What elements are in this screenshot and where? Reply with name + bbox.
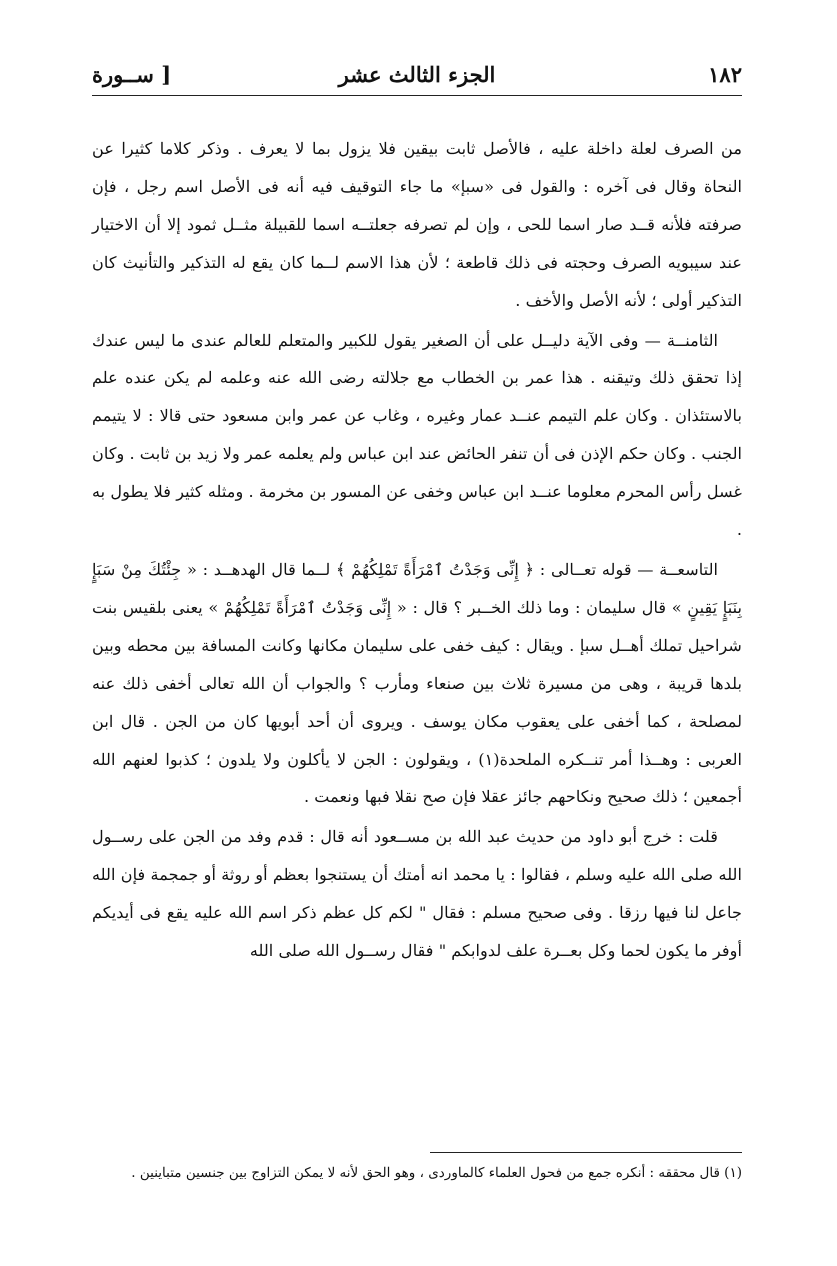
page-header [92, 56, 742, 96]
paragraph-3: التاسعــة — قوله تعــالى : ﴿ إِنِّى وَجَدْتُ ٱمْرَأَةً تَمْلِكُهُمْ ﴾ لــما قال الهدهــد : « جِئْتُكَ مِنْ سَبَإٍ بِنَبَإٍ يَقِينٍ » قال سليمان : وما ذلك الخــبر ؟ قال : « إِنِّى وَجَدْتُ ٱمْرَأَةً تَمْلِكُهُمْ » يعنى بلقيس بنت شراحيل تملك أهــل سبإ . ويقال : كيف خفى على سليمان مكانها وكانت المسافة بين محطه وبين بلدها قريبة ، وهى من مسيرة ثلاث بين صنعاء ومأرب ؟ والجواب أن الله تعالى أخفى ذلك عنه لمصلحة ، كما أخفى على يعقوب مكان يوسف . ويروى أن أحد أبويها كان من الجن . قال ابن العربى : وهــذا أمر تنــكره الملحدة(١) ، ويقولون : الجن لا يأكلون ولا يلدون ؛ كذبوا لعنهم الله أجمعين ؛ ذلك صحيح ونكاحهم جائز عقلا فإن صح نقلا فبها ونعمت . [92, 559, 743, 807]
page-number: ١٨٢ [708, 62, 742, 87]
header-divider [92, 95, 742, 96]
main-text [92, 130, 742, 970]
footnote: (١) قال محققه : أنكره جمع من فحول العلماء كالماوردى ، وهو الحق لأنه لا يمكن التزاوج بين جنسين متباينين . [131, 1165, 742, 1181]
surah-label: [ ســورة [92, 62, 172, 87]
running-title: الجزء الثالث عشر [338, 62, 496, 87]
paragraph-4: قلت : خرج أبو داود من حديث عبد الله بن مســعود أنه قال : قدم وفد من الجن على رســول الله صلى الله عليه وسلم ، فقالوا : يا محمد انه أمتك أن يستنجوا بعظم أو روثة أو جمجمة فإن الله جاعل لنا فيها رزقا . وفى صحيح مسلم : فقال " لكم كل عظم ذكر اسم الله عليه يقع فى أيديكم أوفر ما يكون لحما وكل بعــرة علف لدوابكم " فقال رســول الله صلى الله [92, 827, 742, 961]
paragraph-2: الثامنــة — وفى الآية دليــل على أن الصغير يقول للكبير والمتعلم للعالم عندى ما ليس عندك إذا تحقق ذلك وتيقنه . هذا عمر بن الخطاب مع جلالته رضى الله عنه وعلمه لم يكن عنده علم بالاستئذان . وكان علم التيمم عنــد عمار وغيره ، وغاب عن عمر وابن مسعود حتى قالا : لا يتيمم الجنب . وكان حكم الإذن فى أن تنفر الحائض عند ابن عباس ولم يعلمه عمر ولا زيد بن ثابت . وكان غسل رأس المحرم معلوما عنــد ابن عباس وخفى عن المسور بن مخرمة . ومثله كثير فلا يطول به . [92, 330, 742, 540]
footnote-divider [430, 1152, 742, 1153]
paragraph-1: من الصرف لعلة داخلة عليه ، فالأصل ثابت بيقين فلا يزول بما لا يعرف . وذكر كلاما كثيرا عن النحاة وقال فى آخره : والقول فى «سبإ» ما جاء التوقيف فيه أنه فى الأصل اسم رجل ، فإن صرفته فلأنه قــد صار اسما للحى ، وإن لم تصرفه جعلتــه اسما للقبيلة مثــل ثمود إلا أن الاختيار عند سيبويه الصرف وحجته فى ذلك قاطعة ؛ لأن هذا الاسم لــما كان يقع له التذكير والتأنيث كان التذكير أولى ؛ لأنه الأصل والأخف . [92, 139, 742, 310]
